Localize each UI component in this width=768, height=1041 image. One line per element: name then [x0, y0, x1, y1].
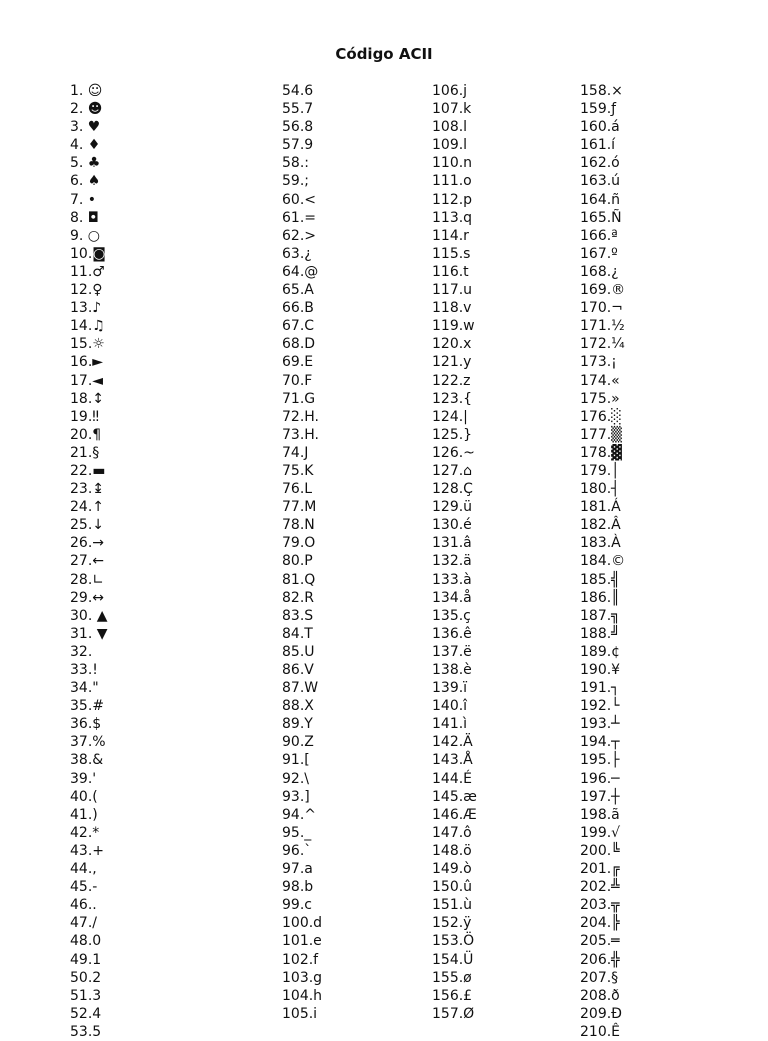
- ascii-entry: 123.{: [432, 390, 473, 407]
- ascii-entry: 57.9: [282, 137, 314, 154]
- ascii-entry: 36.$: [70, 716, 102, 733]
- ascii-entry: 6. ♠: [70, 173, 101, 190]
- ascii-entry: 41.): [70, 806, 98, 823]
- ascii-entry: 174.«: [580, 372, 620, 389]
- ascii-entry: 173.¡: [580, 354, 617, 371]
- ascii-entry: 133.à: [432, 571, 472, 588]
- ascii-entry: 21.§: [70, 444, 100, 461]
- ascii-entry: 81.Q: [282, 571, 316, 588]
- ascii-entry: 7. •: [70, 191, 97, 208]
- ascii-entry: 66.B: [282, 300, 314, 317]
- ascii-entry: 113.q: [432, 209, 473, 226]
- ascii-entry: 128.Ç: [432, 481, 473, 498]
- ascii-entry: 125.}: [432, 426, 473, 443]
- ascii-entry: 130.é: [432, 517, 472, 534]
- ascii-entry: 24.↑: [70, 499, 104, 516]
- ascii-entry: 197.┼: [580, 788, 620, 805]
- ascii-entry: 67.C: [282, 318, 315, 335]
- ascii-entry: 50.2: [70, 969, 102, 986]
- ascii-entry: 190.¥: [580, 662, 621, 678]
- ascii-entry: 92.\: [282, 770, 309, 787]
- ascii-entry: 172.¼: [580, 336, 625, 353]
- ascii-entry: 154.Ü: [432, 951, 474, 968]
- ascii-entry: 139.ï: [432, 680, 468, 697]
- ascii-entry: 132.ä: [432, 553, 472, 570]
- ascii-entry: 184.©: [580, 553, 626, 570]
- ascii-entry: 55.7: [282, 101, 314, 118]
- ascii-entry: 161.í: [580, 137, 616, 154]
- ascii-entry: 19.‼: [70, 408, 100, 425]
- ascii-entry: 73.H.: [282, 426, 319, 443]
- ascii-entry: 107.k: [432, 101, 472, 118]
- ascii-entry: 1. ☺: [70, 83, 103, 99]
- ascii-entry: 72.H.: [282, 408, 319, 425]
- ascii-entry: 109.l: [432, 137, 468, 154]
- ascii-entry: 38.&: [70, 752, 104, 769]
- ascii-entry: 164.ñ: [580, 191, 621, 208]
- ascii-entry: 4. ♦: [70, 137, 101, 154]
- ascii-entry: 101.e: [282, 933, 322, 950]
- column-4: [580, 82, 625, 1041]
- ascii-entry: 105.i: [282, 1005, 318, 1022]
- ascii-entry: 205.═: [580, 933, 620, 950]
- ascii-entry: 103.g: [282, 969, 323, 986]
- ascii-entry: 200.╚: [580, 842, 620, 859]
- column-2: [282, 82, 322, 1023]
- ascii-entry: 26.→: [70, 535, 104, 552]
- ascii-entry: 145.æ: [432, 788, 477, 805]
- ascii-entry: 28.∟: [70, 571, 104, 588]
- ascii-entry: 104.h: [282, 987, 323, 1004]
- ascii-entry: 30. ▲: [70, 607, 108, 624]
- ascii-entry: 94.^: [282, 806, 316, 823]
- ascii-entry: 33.!: [70, 662, 98, 678]
- ascii-entry: 210.Ê: [580, 1023, 621, 1040]
- ascii-entry: 178.▓: [580, 444, 622, 461]
- ascii-entry: 97.a: [282, 861, 313, 878]
- ascii-entry: 150.û: [432, 879, 473, 896]
- ascii-entry: 71.G: [282, 390, 316, 407]
- ascii-entry: 5. ♣: [70, 155, 101, 172]
- ascii-entry: 83.S: [282, 607, 314, 624]
- ascii-entry: 129.ü: [432, 499, 473, 516]
- page-title: Código ACII: [335, 45, 433, 63]
- ascii-entry: 137.ë: [432, 643, 472, 660]
- ascii-entry: 35.#: [70, 698, 104, 715]
- ascii-entry: 52.4: [70, 1005, 102, 1022]
- ascii-entry: 45.-: [70, 879, 98, 896]
- ascii-entry: 191.┐: [580, 680, 620, 697]
- ascii-entry: 9. ○: [70, 227, 101, 244]
- ascii-entry: 68.D: [282, 336, 316, 353]
- ascii-entry: 140.î: [432, 698, 468, 715]
- ascii-entry: 31. ▼: [70, 625, 108, 642]
- ascii-entry: 156.£: [432, 987, 473, 1004]
- ascii-entry: 144.É: [432, 770, 473, 787]
- ascii-entry: 44.,: [70, 861, 97, 878]
- ascii-entry: 180.┤: [580, 481, 620, 498]
- ascii-entry: 89.Y: [282, 716, 313, 733]
- ascii-entry: 134.å: [432, 589, 472, 606]
- ascii-entry: 48.0: [70, 933, 102, 950]
- ascii-entry: 93.]: [282, 788, 310, 805]
- ascii-entry: 204.╠: [580, 915, 620, 932]
- ascii-entry: 46..: [70, 897, 97, 914]
- column-3: [432, 82, 477, 1023]
- ascii-entry: 163.ú: [580, 173, 621, 190]
- ascii-entry: 162.ó: [580, 155, 620, 172]
- ascii-entry: 117.u: [432, 282, 473, 299]
- ascii-entry: 96.`: [282, 842, 312, 859]
- ascii-entry: 207.§: [580, 969, 619, 986]
- ascii-entry: 3. ♥: [70, 119, 101, 136]
- ascii-entry: 201.╔: [580, 861, 620, 878]
- ascii-entry: 60.<: [282, 191, 316, 208]
- ascii-entry: 136.ê: [432, 625, 472, 642]
- ascii-entry: 111.o: [432, 173, 472, 190]
- ascii-entry: 119.w: [432, 318, 475, 335]
- ascii-entry: 79.O: [282, 535, 316, 552]
- ascii-entry: 87.W: [282, 680, 319, 697]
- ascii-entry: 64.@: [282, 263, 319, 280]
- ascii-entry: 12.♀: [70, 282, 103, 299]
- ascii-entry: 126.~: [432, 444, 475, 461]
- ascii-entry: 169.®: [580, 282, 626, 299]
- ascii-entry: 74.J: [282, 444, 309, 461]
- ascii-entry: 17.◄: [70, 372, 104, 389]
- ascii-entry: 167.º: [580, 245, 618, 262]
- ascii-entry: 185.╣: [580, 571, 620, 588]
- ascii-entry: 39.': [70, 770, 97, 787]
- ascii-entry: 80.P: [282, 553, 313, 570]
- ascii-entry: 155.ø: [432, 969, 472, 986]
- ascii-entry: 77.M: [282, 499, 317, 516]
- ascii-entry: 182.Â: [580, 517, 621, 534]
- ascii-entry: 11.♂: [70, 263, 105, 280]
- ascii-entry: 84.T: [282, 625, 313, 642]
- ascii-entry: 171.½: [580, 318, 625, 335]
- ascii-entry: 141.ì: [432, 716, 468, 733]
- ascii-entry: 90.Z: [282, 734, 314, 751]
- ascii-entry: 116.t: [432, 263, 469, 280]
- ascii-entry: 206.╬: [580, 951, 620, 968]
- ascii-entry: 88.X: [282, 698, 314, 715]
- ascii-entry: 106.j: [432, 83, 468, 99]
- ascii-entry: 32.: [70, 643, 93, 660]
- ascii-entry: 202.╩: [580, 879, 620, 896]
- ascii-entry: 102.f: [282, 951, 319, 968]
- ascii-entry: 61.=: [282, 209, 316, 226]
- ascii-entry: 175.»: [580, 390, 620, 407]
- ascii-entry: 124.|: [432, 408, 468, 425]
- ascii-entry: 142.Ä: [432, 734, 473, 751]
- ascii-entry: 160.á: [580, 119, 620, 136]
- ascii-entry: 25.↓: [70, 517, 104, 534]
- ascii-entry: 8. ◘: [70, 209, 99, 226]
- ascii-entry: 70.F: [282, 372, 313, 389]
- ascii-entry: 29.↔: [70, 589, 104, 606]
- ascii-entry: 54.6: [282, 83, 314, 99]
- ascii-entry: 193.┴: [580, 716, 620, 733]
- ascii-entry: 78.N: [282, 517, 315, 534]
- ascii-entry: 192.└: [580, 698, 620, 715]
- ascii-entry: 127.⌂: [432, 462, 473, 479]
- ascii-entry: 179.│: [580, 462, 620, 479]
- ascii-entry: 23.↨: [70, 481, 104, 498]
- ascii-entry: 112.p: [432, 191, 473, 208]
- ascii-entry: 176.░: [580, 408, 622, 425]
- ascii-entry: 115.s: [432, 245, 471, 262]
- ascii-entry: 65.A: [282, 282, 314, 299]
- ascii-entry: 189.¢: [580, 643, 621, 660]
- ascii-entry: 195.├: [580, 752, 620, 769]
- ascii-entry: 62.>: [282, 227, 316, 244]
- ascii-entry: 86.V: [282, 662, 314, 678]
- ascii-entry: 59.;: [282, 173, 309, 190]
- ascii-entry: 13.♪: [70, 300, 102, 317]
- ascii-entry: 118.v: [432, 300, 472, 317]
- ascii-entry: 34.": [70, 680, 99, 697]
- ascii-entry: 98.b: [282, 879, 314, 896]
- ascii-entry: 69.E: [282, 354, 314, 371]
- ascii-entry: 122.z: [432, 372, 471, 389]
- ascii-entry: 95._: [282, 824, 312, 841]
- ascii-entry: 208.ð: [580, 987, 620, 1004]
- ascii-entry: 198.ã: [580, 806, 620, 823]
- ascii-entry: 16.►: [70, 354, 104, 371]
- ascii-entry: 99.c: [282, 897, 312, 914]
- ascii-entry: 138.è: [432, 662, 472, 678]
- ascii-entry: 187.╗: [580, 607, 620, 624]
- ascii-entry: 110.n: [432, 155, 473, 172]
- ascii-entry: 149.ò: [432, 861, 472, 878]
- ascii-entry: 108.l: [432, 119, 468, 136]
- ascii-entry: 186.║: [580, 589, 620, 606]
- ascii-entry: 194.┬: [580, 734, 620, 751]
- column-1: [70, 82, 107, 1041]
- ascii-entry: 196.─: [580, 770, 620, 787]
- ascii-entry: 120.x: [432, 336, 472, 353]
- ascii-entry: 170.¬: [580, 300, 623, 317]
- ascii-entry: 37.%: [70, 734, 106, 751]
- ascii-entry: 42.*: [70, 824, 100, 841]
- ascii-entry: 147.ô: [432, 824, 472, 841]
- ascii-entry: 121.y: [432, 354, 472, 371]
- ascii-entry: 56.8: [282, 119, 314, 136]
- ascii-entry: 85.U: [282, 643, 315, 660]
- ascii-entry: 15.☼: [70, 336, 105, 353]
- ascii-entry: 18.↕: [70, 390, 104, 407]
- ascii-entry: 49.1: [70, 951, 102, 968]
- ascii-entry: 209.Ð: [580, 1005, 623, 1022]
- ascii-entry: 43.+: [70, 842, 104, 859]
- ascii-entry: 10.◙: [70, 245, 106, 262]
- ascii-entry: 51.3: [70, 987, 102, 1004]
- ascii-entry: 22.▬: [70, 462, 106, 479]
- ascii-entry: 188.╝: [580, 625, 620, 642]
- ascii-entry: 135.ç: [432, 607, 471, 624]
- ascii-entry: 168.¿: [580, 263, 619, 280]
- ascii-entry: 143.Å: [432, 752, 473, 769]
- ascii-entry: 47./: [70, 915, 97, 932]
- ascii-entry: 203.╦: [580, 897, 620, 914]
- ascii-entry: 76.L: [282, 481, 313, 498]
- ascii-entry: 58.:: [282, 155, 309, 172]
- ascii-entry: 146.Æ: [432, 806, 477, 823]
- ascii-entry: 159.ƒ: [580, 101, 617, 118]
- ascii-entry: 157.Ø: [432, 1005, 475, 1022]
- ascii-entry: 14.♫: [70, 318, 105, 335]
- ascii-entry: 114.r: [432, 227, 469, 244]
- ascii-entry: 75.K: [282, 462, 314, 479]
- ascii-entry: 40.(: [70, 788, 98, 805]
- ascii-entry: 131.â: [432, 535, 472, 552]
- ascii-entry: 151.ù: [432, 897, 473, 914]
- ascii-entry: 27.←: [70, 553, 104, 570]
- ascii-entry: 82.R: [282, 589, 314, 606]
- ascii-entry: 152.ÿ: [432, 915, 472, 932]
- ascii-entry: 91.[: [282, 752, 310, 769]
- ascii-entry: 53.5: [70, 1023, 102, 1040]
- ascii-entry: 165.Ñ: [580, 209, 622, 226]
- ascii-entry: 166.ª: [580, 227, 618, 244]
- ascii-entry: 177.▒: [580, 426, 622, 443]
- ascii-entry: 181.Á: [580, 499, 621, 516]
- ascii-entry: 100.d: [282, 915, 323, 932]
- ascii-entry: 183.À: [580, 535, 621, 552]
- ascii-entry: 153.Ö: [432, 933, 475, 950]
- ascii-entry: 2. ☻: [70, 101, 103, 118]
- ascii-entry: 158.×: [580, 83, 623, 99]
- ascii-entry: 199.√: [580, 824, 621, 841]
- ascii-entry: 20.¶: [70, 426, 102, 443]
- ascii-entry: 148.ö: [432, 842, 472, 859]
- ascii-entry: 63.¿: [282, 245, 312, 262]
